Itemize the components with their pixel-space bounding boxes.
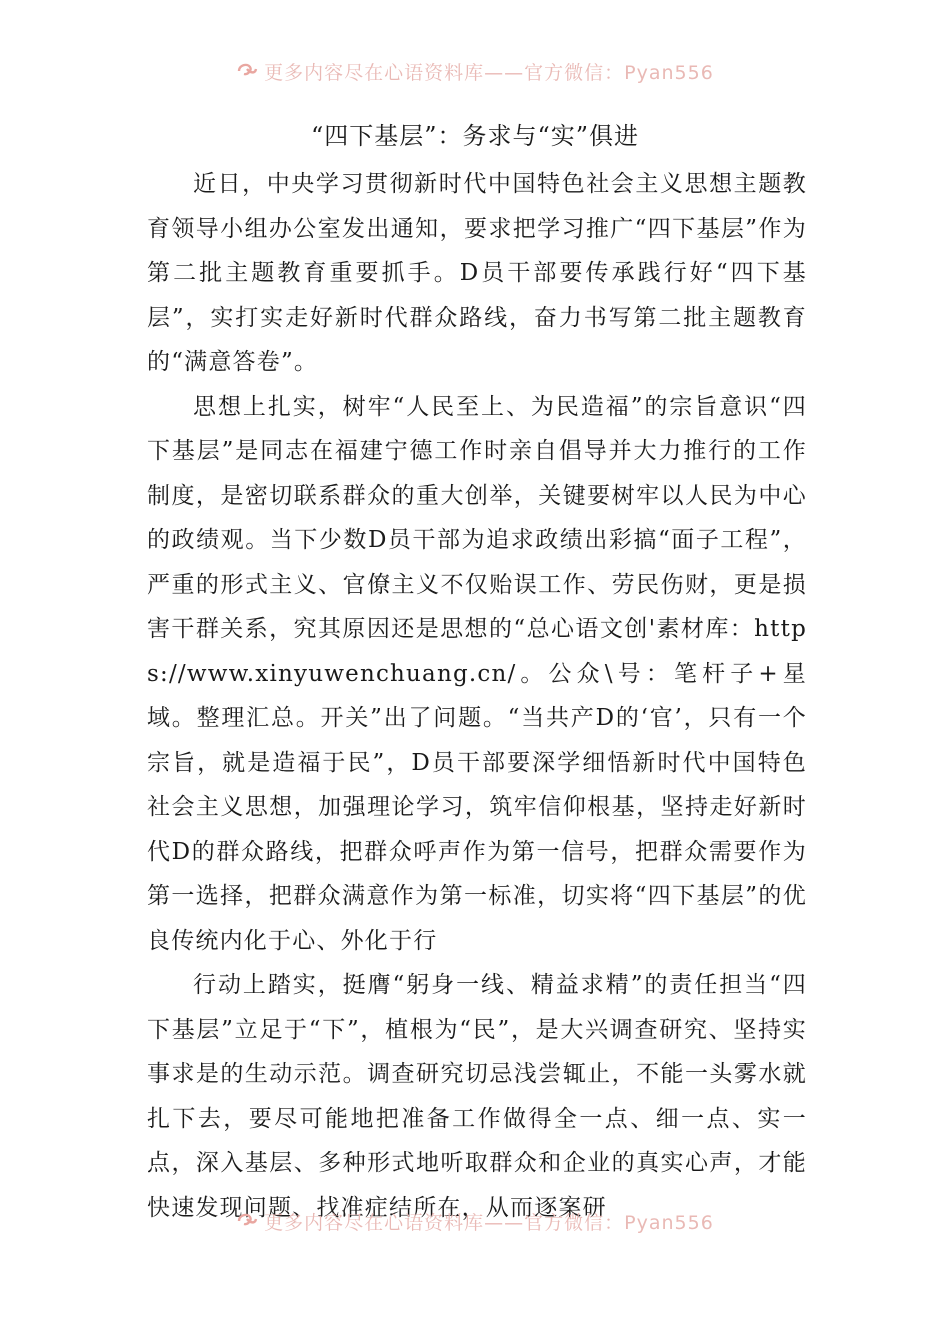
paragraph-thought: 思想上扎实，树牢“人民至上、为民造福”的宗旨意识“四下基层”是同志在福建宁德工作时亲自倡导并大力推行的工作制度，是密切联系群众的重大创举，关键要树牢以人民为中心的政绩观。当下少数D员干部为追求政绩出彩搞“面子工程”，严重的形式主义、官僚主义不仅贻误工作、劳民伤财，更是损害干群关系，究其原因还是思想的“总心语文创'素材库：https://www.xinyuwenchuang.cn/。公众\号：笔杆子+星域。整理汇总。开关”出了问题。“当共产D的‘官’，只有一个宗旨，就是造福于民”，D员干部要深学细悟新时代中国特色社会主义思想，加强理论学习，筑牢信仰根基，坚持走好新时代D的群众路线，把群众呼声作为第一信号，把群众需要作为第一选择，把群众满意作为第一标准，切实将“四下基层”的优良传统内化于心、外化于行: [147, 393, 807, 954]
watermark-header: [0, 60, 950, 86]
paragraph-intro: 近日，中央学习贯彻新时代中国特色社会主义思想主题教育领导小组办公室发出通知，要求把学习推广“四下基层”作为第二批主题教育重要抓手。D员干部要传承践行好“四下基层”，实打实走好新时代群众路线，奋力书写第二批主题教育的“满意答卷”。: [147, 171, 807, 375]
document-body: [147, 162, 807, 1230]
watermark-text: 更多内容尽在心语资料库——官方微信：Pyan556: [264, 62, 714, 84]
watermark-text: 更多内容尽在心语资料库——官方微信：Pyan556: [264, 1212, 714, 1234]
watermark-logo-icon: [236, 1210, 258, 1236]
watermark-footer: [0, 1210, 950, 1236]
watermark-logo-icon: [236, 60, 258, 86]
paragraph-action: 行动上踏实，挺膺“躬身一线、精益求精”的责任担当“四下基层”立足于“下”，植根为“民”，是大兴调查研究、坚持实事求是的生动示范。调查研究切忌浅尝辄止，不能一头雾水就扎下去，要尽可能地把准备工作做得全一点、细一点、实一点，深入基层、多种形式地听取群众和企业的真实心声，才能快速发现问题、找准症结所在，从而逐案研: [147, 972, 807, 1221]
document-title: “四下基层”：务求与“实”俱进: [310, 122, 640, 150]
